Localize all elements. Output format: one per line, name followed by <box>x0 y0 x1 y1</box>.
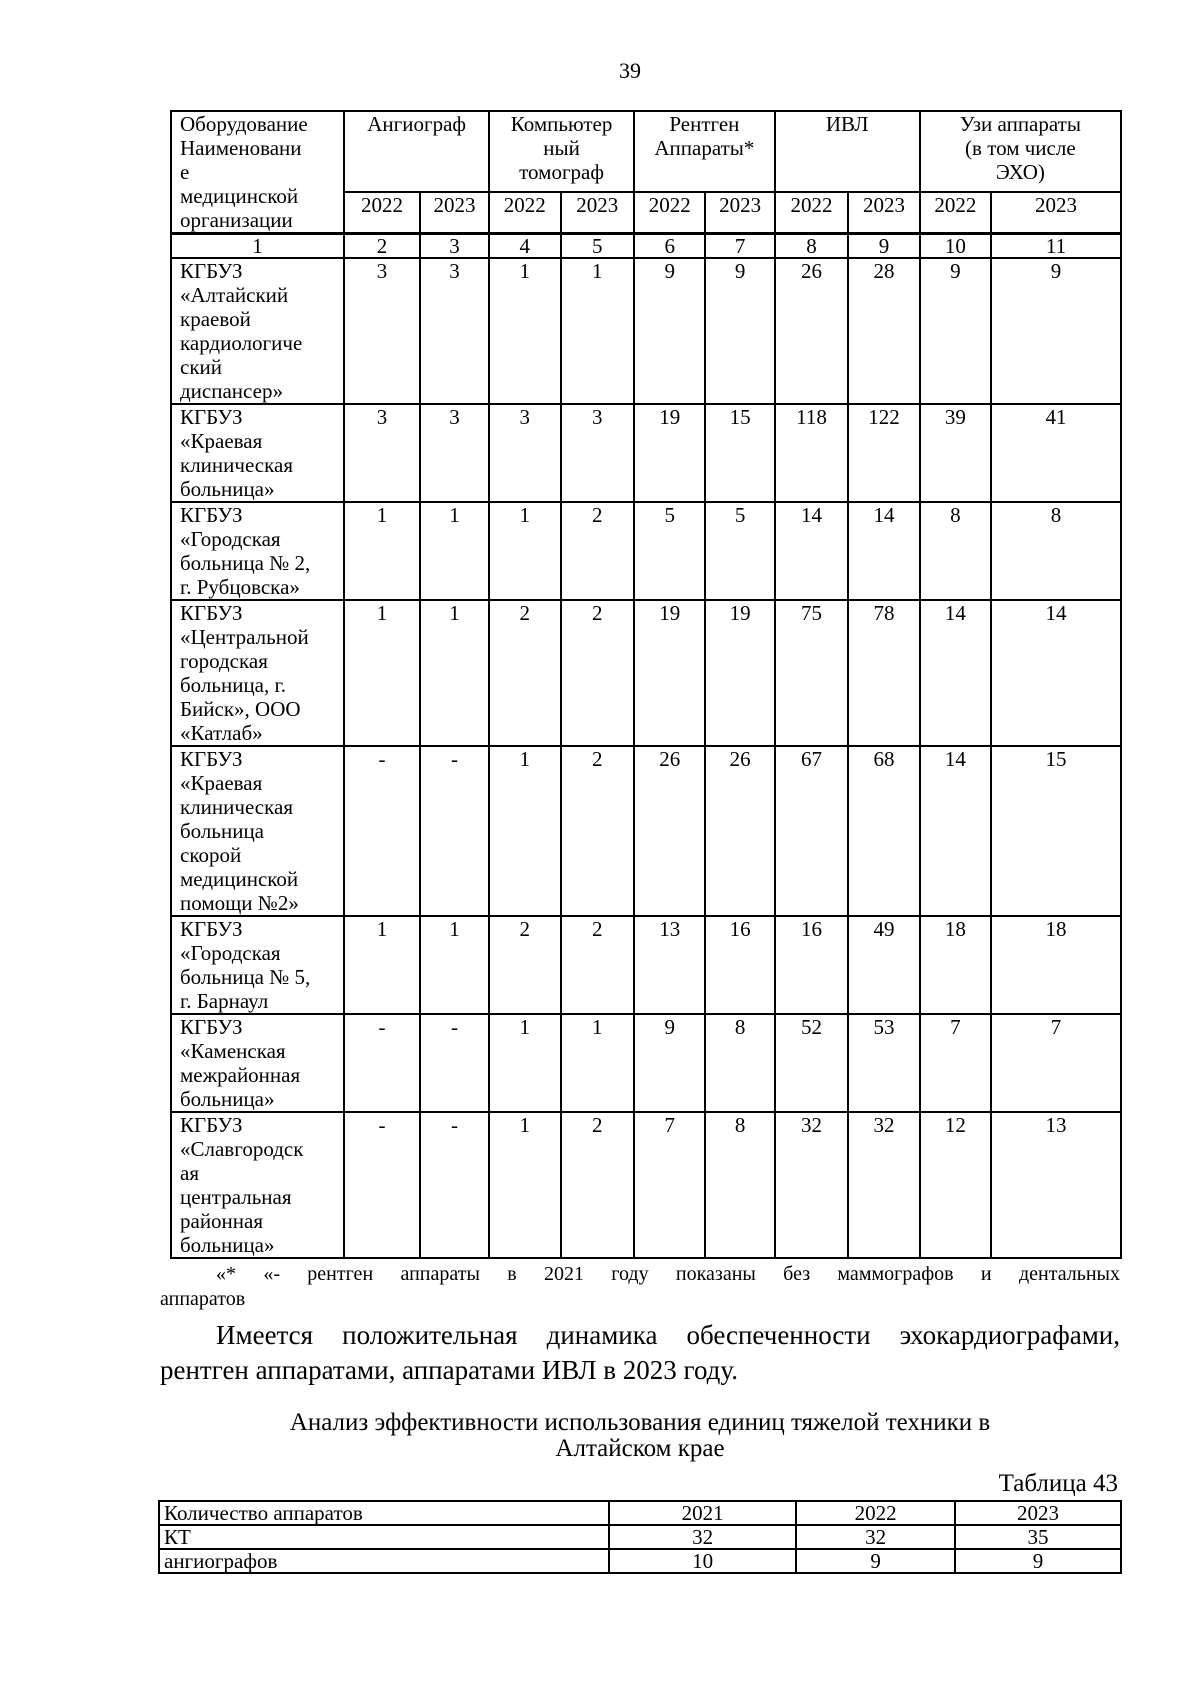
value-cell: 68 <box>848 746 919 916</box>
value-cell: 26 <box>775 258 849 404</box>
value-cell: 1 <box>561 1014 635 1112</box>
value-cell: 8 <box>705 1014 774 1112</box>
value-cell: 16 <box>775 916 849 1014</box>
value-cell: 9 <box>634 1014 705 1112</box>
value-cell: 75 <box>775 600 849 746</box>
value-cell: 15 <box>991 746 1121 916</box>
value-cell: 53 <box>848 1014 919 1112</box>
table-43-header-row <box>159 1501 1121 1525</box>
value-cell: 1 <box>420 916 489 1014</box>
value-cell: 2 <box>561 600 635 746</box>
column-number: 8 <box>775 234 849 259</box>
year-header: 2022 <box>489 192 560 234</box>
year-header: 2023 <box>705 192 774 234</box>
column-number-row <box>171 234 1121 259</box>
value-cell: 1 <box>344 600 420 746</box>
organization-name: КГБУЗ «Городская больница № 5, г. Барнаул <box>171 916 344 1014</box>
table-43-row <box>159 1549 1121 1573</box>
table-row <box>171 600 1121 746</box>
organization-name: КГБУЗ «Краевая клиническая больница скорой медицинской помощи №2» <box>171 746 344 916</box>
group-header-row <box>171 111 1121 192</box>
value-cell: 2 <box>489 916 560 1014</box>
value-cell: 3 <box>344 404 420 502</box>
value-cell: 67 <box>775 746 849 916</box>
value-cell: 13 <box>634 916 705 1014</box>
table-row <box>171 1112 1121 1258</box>
value-cell: 9 <box>920 258 991 404</box>
table-43-header-cell: Количество аппаратов <box>159 1501 609 1525</box>
table-43-cell: 9 <box>955 1549 1121 1573</box>
value-cell: 118 <box>775 404 849 502</box>
value-cell: 1 <box>489 502 560 600</box>
year-header: 2022 <box>920 192 991 234</box>
value-cell: 14 <box>775 502 849 600</box>
table-43-header-cell: 2022 <box>796 1501 955 1525</box>
year-header: 2023 <box>420 192 489 234</box>
value-cell: 7 <box>920 1014 991 1112</box>
analysis-title: Анализ эффективности использования единиц тяжелой техники в Алтайском крае <box>289 1409 991 1462</box>
year-header: 2022 <box>634 192 705 234</box>
value-cell: 52 <box>775 1014 849 1112</box>
year-header: 2023 <box>991 192 1121 234</box>
group-header-xray: Рентген Аппараты* <box>634 111 775 192</box>
value-cell: 18 <box>920 916 991 1014</box>
value-cell: 1 <box>489 1112 560 1258</box>
value-cell: 7 <box>634 1112 705 1258</box>
table-row <box>171 746 1121 916</box>
table-row <box>171 1014 1121 1112</box>
value-cell: 5 <box>634 502 705 600</box>
group-header-ultrasound: Узи аппараты (в том числе ЭХО) <box>920 111 1121 192</box>
year-header: 2022 <box>344 192 420 234</box>
table-43 <box>158 1500 1122 1574</box>
value-cell: 1 <box>561 258 635 404</box>
value-cell: - <box>420 1112 489 1258</box>
value-cell: 9 <box>705 258 774 404</box>
value-cell: 9 <box>634 258 705 404</box>
column-number: 3 <box>420 234 489 259</box>
column-number: 9 <box>848 234 919 259</box>
column-number: 5 <box>561 234 635 259</box>
column-number: 7 <box>705 234 774 259</box>
value-cell: - <box>344 1112 420 1258</box>
organization-name: КГБУЗ «Центральной городская больница, г. Бийск», ООО «Катлаб» <box>171 600 344 746</box>
column-number: 10 <box>920 234 991 259</box>
table-row <box>171 916 1121 1014</box>
group-header-ct: Компьютер ный томограф <box>489 111 634 192</box>
equipment-table <box>170 110 1122 1259</box>
organization-name: КГБУЗ «Алтайский краевой кардиологиче ский диспансер» <box>171 258 344 404</box>
table-43-cell: ангиографов <box>159 1549 609 1573</box>
value-cell: - <box>344 746 420 916</box>
value-cell: 19 <box>634 600 705 746</box>
value-cell: 78 <box>848 600 919 746</box>
value-cell: 3 <box>344 258 420 404</box>
value-cell: 15 <box>705 404 774 502</box>
value-cell: 1 <box>420 502 489 600</box>
value-cell: - <box>420 1014 489 1112</box>
value-cell: 41 <box>991 404 1121 502</box>
value-cell: 122 <box>848 404 919 502</box>
value-cell: 13 <box>991 1112 1121 1258</box>
year-header: 2023 <box>561 192 635 234</box>
value-cell: 1 <box>489 258 560 404</box>
footnote: «* «- рентген аппараты в 2021 году показаны без маммографов и дентальных аппаратов <box>160 1263 1120 1310</box>
table-row <box>171 258 1121 404</box>
value-cell: 2 <box>489 600 560 746</box>
value-cell: 12 <box>920 1112 991 1258</box>
value-cell: 1 <box>344 502 420 600</box>
organization-name: КГБУЗ «Каменская межрайонная больница» <box>171 1014 344 1112</box>
value-cell: 2 <box>561 502 635 600</box>
value-cell: 14 <box>991 600 1121 746</box>
column-number: 1 <box>171 234 344 259</box>
value-cell: 8 <box>705 1112 774 1258</box>
table-43-row <box>159 1525 1121 1549</box>
table-row <box>171 502 1121 600</box>
value-cell: 1 <box>344 916 420 1014</box>
table-row <box>171 404 1121 502</box>
table-43-cell: 32 <box>796 1525 955 1549</box>
organization-name: КГБУЗ «Городская больница № 2, г. Рубцовска» <box>171 502 344 600</box>
table-43-cell: КТ <box>159 1525 609 1549</box>
value-cell: 3 <box>561 404 635 502</box>
value-cell: 3 <box>489 404 560 502</box>
value-cell: 32 <box>775 1112 849 1258</box>
column-number: 11 <box>991 234 1121 259</box>
value-cell: 1 <box>489 746 560 916</box>
value-cell: 2 <box>561 746 635 916</box>
value-cell: 2 <box>561 916 635 1014</box>
value-cell: 14 <box>848 502 919 600</box>
year-header: 2022 <box>775 192 849 234</box>
group-header-angiograph: Ангиограф <box>344 111 489 192</box>
value-cell: 14 <box>920 600 991 746</box>
column-number: 4 <box>489 234 560 259</box>
value-cell: 14 <box>920 746 991 916</box>
value-cell: 3 <box>420 404 489 502</box>
value-cell: 26 <box>634 746 705 916</box>
group-header-ventilator: ИВЛ <box>775 111 920 192</box>
value-cell: 28 <box>848 258 919 404</box>
organization-name: КГБУЗ «Славгородск ая центральная районная больница» <box>171 1112 344 1258</box>
value-cell: 2 <box>561 1112 635 1258</box>
value-cell: 1 <box>489 1014 560 1112</box>
table-43-header-cell: 2023 <box>955 1501 1121 1525</box>
organization-name: КГБУЗ «Краевая клиническая больница» <box>171 404 344 502</box>
table-43-header-cell: 2021 <box>609 1501 796 1525</box>
value-cell: 16 <box>705 916 774 1014</box>
value-cell: 49 <box>848 916 919 1014</box>
page-number: 39 <box>619 58 641 83</box>
value-cell: 26 <box>705 746 774 916</box>
value-cell: 9 <box>991 258 1121 404</box>
value-cell: 18 <box>991 916 1121 1014</box>
year-header: 2023 <box>848 192 919 234</box>
value-cell: 8 <box>991 502 1121 600</box>
value-cell: 7 <box>991 1014 1121 1112</box>
value-cell: 5 <box>705 502 774 600</box>
value-cell: - <box>344 1014 420 1112</box>
value-cell: 19 <box>705 600 774 746</box>
org-header: Оборудование Наименовани е медицинской организации <box>171 111 344 234</box>
table-43-cell: 32 <box>609 1525 796 1549</box>
table-43-cell: 9 <box>796 1549 955 1573</box>
column-number: 6 <box>634 234 705 259</box>
table-43-cell: 10 <box>609 1549 796 1573</box>
summary-paragraph: Имеется положительная динамика обеспеченности эхокардиографами, рентген аппаратами, аппаратами ИВЛ в 2023 году. <box>160 1320 1120 1385</box>
table-43-cell: 35 <box>955 1525 1121 1549</box>
value-cell: 1 <box>420 600 489 746</box>
value-cell: 8 <box>920 502 991 600</box>
value-cell: 39 <box>920 404 991 502</box>
column-number: 2 <box>344 234 420 259</box>
value-cell: - <box>420 746 489 916</box>
table-label: Таблица 43 <box>998 1470 1118 1497</box>
value-cell: 3 <box>420 258 489 404</box>
value-cell: 32 <box>848 1112 919 1258</box>
value-cell: 19 <box>634 404 705 502</box>
